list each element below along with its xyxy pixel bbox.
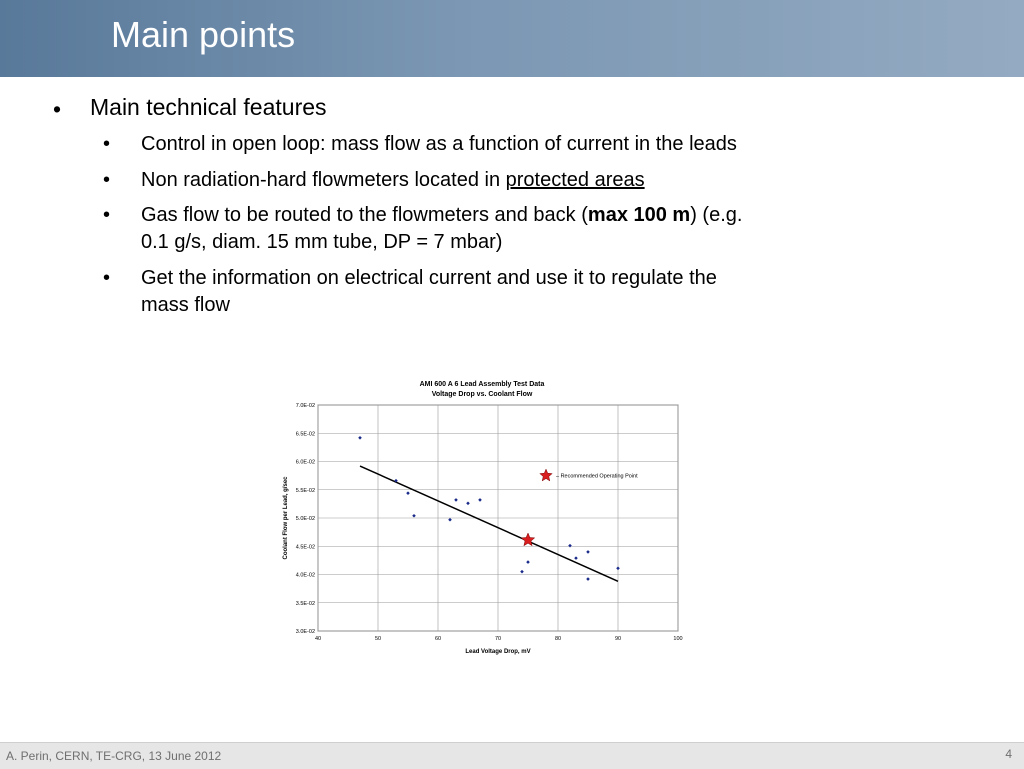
x-tick-label: 40 (314, 636, 322, 642)
slide-title: Main points (111, 14, 296, 55)
bullet-item-4-line2: mass flow (141, 294, 230, 316)
bullet-item-1: Control in open loop: mass flow as a function of current in the leads (141, 133, 737, 155)
x-tick-label: 60 (434, 636, 442, 642)
x-tick-label: 90 (614, 636, 622, 642)
y-tick-label: 3.5E-02 (295, 600, 315, 607)
bullet-item-3-post: ) (e.g. (690, 204, 743, 226)
bullet-item-4-line1: Get the information on electrical current and use it to regulate the (141, 267, 717, 289)
y-tick-label: 4.0E-02 (295, 572, 315, 579)
x-tick-label: 100 (673, 636, 683, 642)
bullet-marker: • (103, 204, 111, 226)
y-tick-label: 6.0E-02 (295, 459, 315, 466)
y-axis-label: Coolant Flow per Lead, g/sec (283, 476, 289, 560)
bullet-item-3 (141, 202, 841, 256)
footer-text: A. Perin, CERN, TE-CRG, 13 June 2012 (6, 749, 222, 763)
y-tick-label: 6.5E-02 (295, 431, 315, 438)
bullet-marker: • (103, 169, 111, 191)
y-tick-label: 7.0E-02 (295, 403, 315, 409)
title-bar (0, 0, 1024, 77)
bullet-item-3-line2: 0.1 g/s, diam. 15 mm tube, DP = 7 mbar) (141, 231, 503, 253)
footer (0, 742, 1024, 769)
x-tick-label: 80 (554, 636, 562, 642)
bullet-item-2-text: Non radiation-hard flowmeters located in (141, 169, 506, 191)
bullet-item-2 (141, 167, 841, 194)
chart-subtitle: Voltage Drop vs. Coolant Flow (431, 391, 533, 398)
legend-label: – Recommended Operating Point (556, 473, 638, 480)
bullet-main: Main technical features (90, 94, 327, 120)
x-tick-label: 70 (494, 636, 502, 642)
protected-areas-link[interactable]: protected areas (505, 169, 645, 191)
bullet-marker: • (103, 267, 111, 289)
bullet-marker: • (103, 133, 111, 155)
bullet-marker: • (53, 96, 62, 122)
bullet-item-4 (141, 265, 841, 319)
bullet-item-3-text: Gas flow to be routed to the flowmeters and back ( (141, 204, 588, 226)
x-tick-label: 50 (374, 636, 382, 642)
x-axis-label: Lead Voltage Drop, mV (465, 649, 531, 655)
chart-title: AMI 600 A 6 Lead Assembly Test Data (419, 381, 545, 388)
y-tick-label: 5.5E-02 (295, 487, 315, 494)
y-tick-label: 5.0E-02 (295, 516, 315, 522)
y-tick-label: 3.0E-02 (295, 629, 315, 635)
page-number: 4 (1005, 747, 1012, 761)
chart-svg (274, 376, 704, 658)
bullet-item-3-bold: max 100 m (587, 204, 691, 226)
scatter-chart (274, 376, 704, 658)
y-tick-label: 4.5E-02 (295, 544, 315, 551)
